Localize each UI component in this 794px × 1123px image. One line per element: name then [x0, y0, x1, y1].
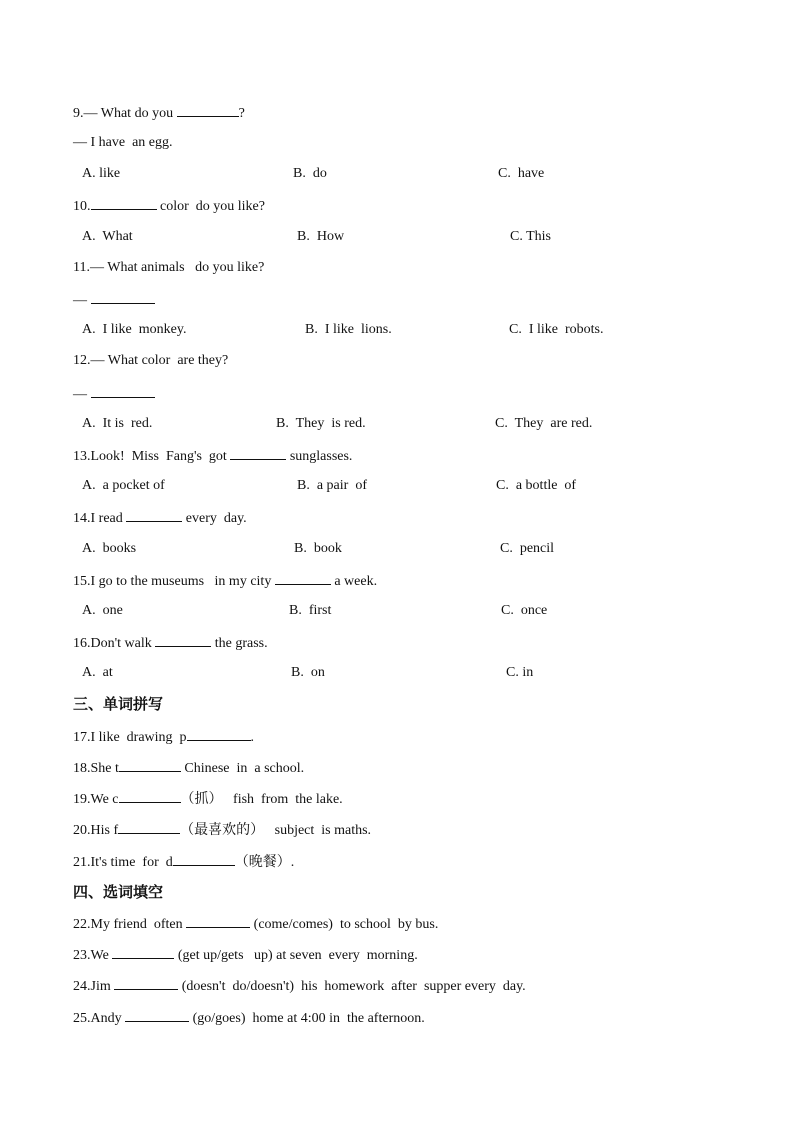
option-a[interactable]: A. one: [82, 603, 123, 618]
question-18: [73, 758, 304, 778]
question-11: 11.— What animals do you like?: [73, 260, 265, 275]
option-b[interactable]: B. book: [294, 541, 342, 556]
option-c[interactable]: C. This: [510, 229, 551, 244]
option-c[interactable]: C. pencil: [500, 541, 555, 556]
answer-blank[interactable]: [173, 852, 235, 866]
answer-blank[interactable]: [230, 446, 286, 460]
question-text: (get up/gets up) at seven every morning.: [174, 948, 418, 963]
question-12-answer: [73, 384, 155, 404]
question-text: 21.It's time for d: [73, 855, 173, 870]
question-12: 12.— What color are they?: [73, 353, 229, 368]
question-text: 17.I like drawing p: [73, 730, 187, 745]
answer-blank[interactable]: [91, 384, 155, 398]
dash: —: [73, 387, 91, 402]
question-text: 10.: [73, 199, 91, 214]
question-20: [73, 820, 371, 840]
question-text: (come/comes) to school by bus.: [250, 917, 439, 932]
question-text: the grass.: [211, 636, 268, 651]
answer-blank[interactable]: [126, 508, 182, 522]
option-a[interactable]: A. like: [82, 166, 121, 181]
question-text: ?: [238, 106, 245, 121]
question-15: [73, 571, 377, 591]
question-text: (go/goes) home at 4:00 in the afternoon.: [189, 1011, 425, 1026]
answer-blank[interactable]: [155, 633, 211, 647]
question-text: 16.Don't walk: [73, 636, 156, 651]
answer-blank[interactable]: [119, 758, 181, 772]
question-text: 22.My friend often: [73, 917, 187, 932]
question-text: 24.Jim: [73, 979, 115, 994]
question-9-answer: — I have an egg.: [73, 135, 173, 150]
question-text: 9.— What do you: [73, 106, 177, 121]
question-text: Chinese in a school.: [180, 761, 305, 776]
answer-blank[interactable]: [125, 1008, 189, 1022]
question-text: sunglasses.: [286, 449, 353, 464]
question-14: [73, 508, 247, 528]
section-3-heading: 三、单词拼写: [73, 695, 164, 713]
option-a[interactable]: A. What: [82, 229, 133, 244]
option-b[interactable]: B. I like lions.: [305, 322, 392, 337]
section-4-heading: 四、选词填空: [73, 883, 164, 901]
question-text: 23.We: [73, 948, 113, 963]
question-11-answer: [73, 290, 155, 310]
option-c[interactable]: C. a bottle of: [496, 478, 577, 493]
question-text: every day.: [182, 511, 247, 526]
option-c[interactable]: C. have: [498, 166, 545, 181]
question-19: [73, 789, 343, 809]
answer-blank[interactable]: [187, 727, 251, 741]
question-text: （抓） fish from the lake.: [180, 792, 343, 807]
question-9: [73, 103, 245, 123]
question-21: [73, 852, 294, 872]
question-25: [73, 1008, 425, 1028]
answer-blank[interactable]: [112, 945, 174, 959]
question-text: 18.She t: [73, 761, 119, 776]
option-b[interactable]: B. How: [297, 229, 345, 244]
option-a[interactable]: A. I like monkey.: [82, 322, 187, 337]
answer-blank[interactable]: [177, 103, 239, 117]
question-text: 25.Andy: [73, 1011, 126, 1026]
question-text: 20.His f: [73, 823, 119, 838]
question-text: 14.I read: [73, 511, 127, 526]
option-c[interactable]: C. They are red.: [495, 416, 593, 431]
question-text: 15.I go to the museums in my city: [73, 574, 275, 589]
question-text: 19.We c: [73, 792, 119, 807]
question-text: (doesn't do/doesn't) his homework after supper every day.: [178, 979, 526, 994]
question-16: [73, 633, 268, 653]
option-a[interactable]: A. books: [82, 541, 137, 556]
question-text: a week.: [330, 574, 378, 589]
option-b[interactable]: B. They is red.: [276, 416, 366, 431]
option-c[interactable]: C. once: [501, 603, 548, 618]
question-text: （最喜欢的） subject is maths.: [180, 823, 372, 838]
answer-blank[interactable]: [91, 290, 155, 304]
option-c[interactable]: C. I like robots.: [509, 322, 604, 337]
answer-blank[interactable]: [114, 976, 178, 990]
question-text: 13.Look! Miss Fang's got: [73, 449, 231, 464]
question-22: [73, 914, 438, 934]
answer-blank[interactable]: [118, 820, 180, 834]
question-text: （晚餐）.: [234, 855, 295, 870]
answer-blank[interactable]: [275, 571, 331, 585]
option-b[interactable]: B. on: [291, 665, 325, 680]
dash: —: [73, 293, 91, 308]
question-13: [73, 446, 352, 466]
option-a[interactable]: A. a pocket of: [82, 478, 165, 493]
option-b[interactable]: B. a pair of: [297, 478, 367, 493]
option-a[interactable]: A. at: [82, 665, 113, 680]
question-17: [73, 727, 254, 747]
answer-blank[interactable]: [119, 789, 181, 803]
answer-blank[interactable]: [186, 914, 250, 928]
option-b[interactable]: B. first: [289, 603, 332, 618]
question-24: [73, 976, 526, 996]
option-a[interactable]: A. It is red.: [82, 416, 153, 431]
question-text: color do you like?: [156, 199, 265, 214]
option-c[interactable]: C. in: [506, 665, 534, 680]
question-23: [73, 945, 418, 965]
answer-blank[interactable]: [91, 196, 157, 210]
option-b[interactable]: B. do: [293, 166, 327, 181]
question-text: .: [250, 730, 255, 745]
question-10: [73, 196, 265, 216]
